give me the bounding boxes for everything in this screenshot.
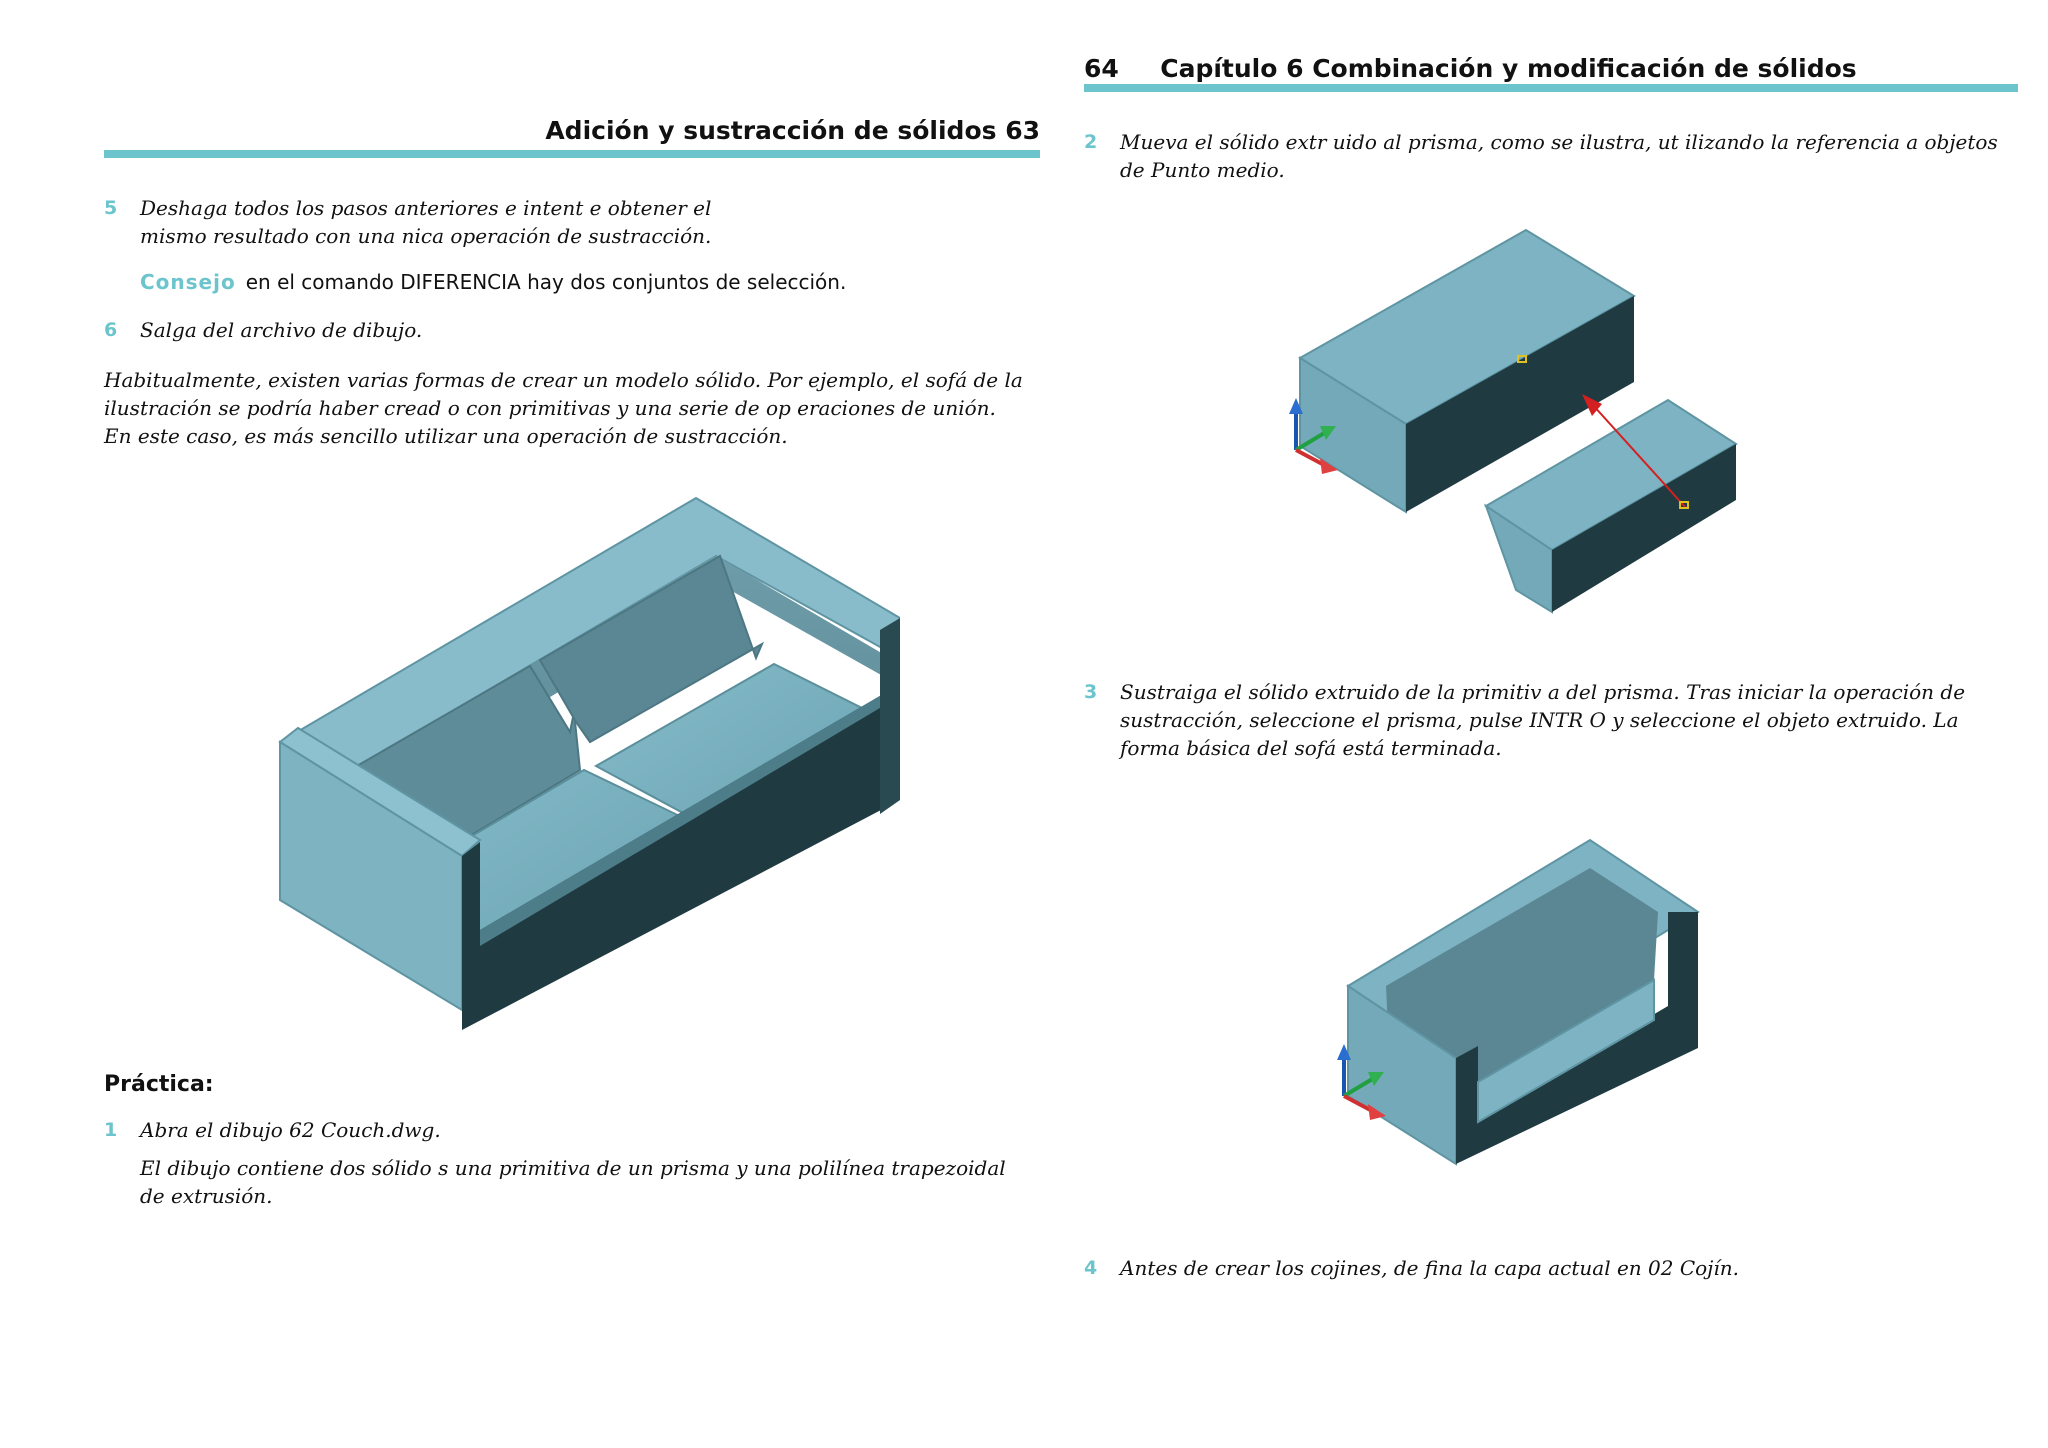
move-solids-illustration — [1280, 210, 1840, 630]
step-text: Sustraiga el sólido extruido de la primitiv a del prisma. Tras iniciar la operación de sustracción, seleccione el prisma, pulse INTR O y seleccione el objeto extruido. La forma básica del sofá está terminada. — [1120, 680, 1966, 760]
step-text: Abra el dibujo 62 Couch.dwg. — [140, 1118, 441, 1142]
step-number: 2 — [1084, 131, 1098, 153]
step-text: Salga del archivo de dibujo. — [140, 318, 423, 342]
right-page — [1060, 0, 2048, 1448]
tip-label: Consejo — [140, 270, 236, 294]
step-number: 6 — [104, 319, 118, 341]
tip-text: en el comando DIFERENCIA hay dos conjuntos de selección. — [245, 270, 847, 294]
sofa-illustration — [200, 470, 900, 1030]
step-text: Antes de crear los cojines, de fina la capa actual en 02 Cojín. — [1120, 1256, 1740, 1280]
right-header-rule — [1084, 84, 2018, 92]
right-page-header — [1084, 54, 1857, 83]
step-number: 3 — [1084, 681, 1098, 703]
practice-note: El dibujo contiene dos sólido s una primitiva de un prisma y una polilínea trapezoidal de extrusión. — [140, 1156, 1006, 1208]
practice-heading: Práctica: — [104, 1072, 214, 1097]
intro-paragraph: Habitualmente, existen varias formas de crear un modelo sólido. Por ejemplo, el sofá de la ilustración se podría haber cread o con primitivas y una serie de op eraciones de unión. En este caso, es más sencillo utilizar una operación de sustracción. — [104, 368, 1023, 448]
left-header-rule — [104, 150, 1040, 158]
step-text: Deshaga todos los pasos anteriores e intent e obtener el mismo resultado con una nica operación de sustracción. — [140, 196, 712, 248]
tip — [140, 270, 846, 294]
page-number: 64 — [1084, 54, 1119, 83]
step-number: 4 — [1084, 1257, 1098, 1279]
sofa-right-arm — [880, 618, 900, 814]
left-page-header: Adición y sustracción de sólidos 63 — [545, 116, 1040, 145]
step-number: 5 — [104, 197, 118, 219]
step-text: Mueva el sólido extr uido al prisma, como se ilustra, ut ilizando la referencia a objetos de Punto medio. — [1120, 130, 1998, 182]
step-number: 1 — [104, 1119, 118, 1141]
sofa-base-illustration — [1328, 830, 1788, 1190]
chapter-title: Capítulo 6 Combinación y modificación de sólidos — [1160, 54, 1857, 83]
